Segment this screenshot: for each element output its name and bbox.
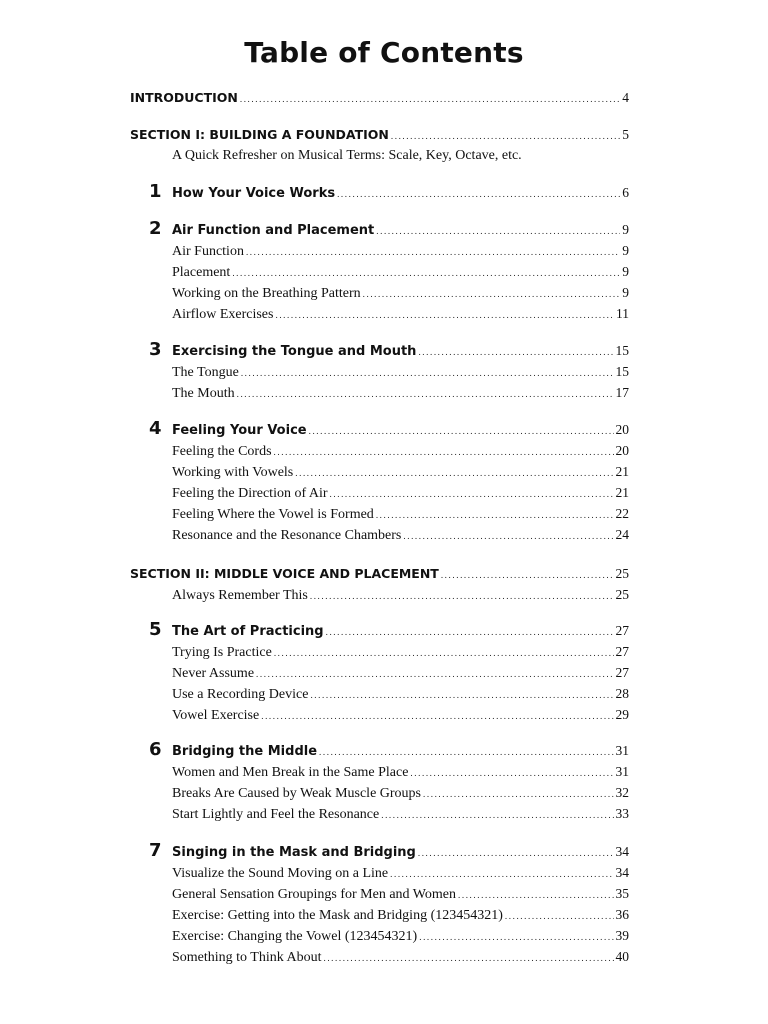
dot-leader bbox=[240, 90, 620, 108]
dot-leader bbox=[403, 527, 613, 545]
toc-subentry[interactable] bbox=[172, 685, 629, 703]
entry-title: Working with Vowels bbox=[172, 465, 294, 480]
dot-leader bbox=[309, 422, 614, 440]
toc-subentry[interactable] bbox=[172, 526, 629, 544]
dot-leader bbox=[363, 285, 621, 303]
entry-title: SECTION II: MIDDLE VOICE AND PLACEMENT bbox=[130, 566, 439, 581]
chapter-number: 1 bbox=[149, 181, 162, 202]
entry-title: Feeling the Direction of Air bbox=[172, 486, 328, 501]
toc-subentry[interactable] bbox=[172, 706, 629, 724]
page-number: 20 bbox=[615, 422, 629, 437]
toc-chapter-entry[interactable] bbox=[172, 742, 629, 760]
toc-subentry[interactable] bbox=[172, 305, 629, 323]
dot-leader bbox=[319, 743, 613, 761]
toc-subentry[interactable] bbox=[172, 948, 629, 966]
toc-section-entry[interactable] bbox=[130, 89, 629, 107]
toc-subentry[interactable] bbox=[172, 505, 629, 523]
entry-title: INTRODUCTION bbox=[130, 90, 238, 105]
page-number: 9 bbox=[622, 264, 629, 279]
page-number: 32 bbox=[615, 785, 629, 800]
toc-subentry[interactable] bbox=[172, 664, 629, 682]
dot-leader bbox=[275, 306, 614, 324]
dot-leader bbox=[390, 865, 613, 883]
dot-leader bbox=[326, 623, 614, 641]
toc-note: A Quick Refresher on Musical Terms: Scale, Key, Octave, etc. bbox=[172, 148, 522, 163]
page-number: 21 bbox=[615, 464, 629, 479]
dot-leader bbox=[410, 764, 613, 782]
page-number: 9 bbox=[622, 243, 629, 258]
entry-title: Breaks Are Caused by Weak Muscle Groups bbox=[172, 786, 422, 801]
entry-title: The Art of Practicing bbox=[172, 624, 324, 639]
toc-chapter-entry[interactable] bbox=[172, 843, 629, 861]
dot-leader bbox=[391, 127, 620, 145]
toc-subentry[interactable] bbox=[172, 363, 629, 381]
page-number: 29 bbox=[615, 707, 629, 722]
page-number: 15 bbox=[615, 343, 629, 358]
dot-leader bbox=[376, 222, 620, 240]
page-number: 31 bbox=[615, 743, 629, 758]
toc-subentry[interactable] bbox=[172, 284, 629, 302]
entry-title: Bridging the Middle bbox=[172, 744, 318, 759]
dot-leader bbox=[274, 443, 614, 461]
entry-title: The Tongue bbox=[172, 365, 239, 380]
page-number: 25 bbox=[615, 566, 629, 581]
entry-title: Feeling Where the Vowel is Formed bbox=[172, 507, 374, 522]
dot-leader bbox=[423, 785, 613, 803]
toc-subentry[interactable] bbox=[172, 242, 629, 260]
page-number: 17 bbox=[615, 385, 629, 400]
toc-subentry[interactable] bbox=[172, 864, 629, 882]
entry-title: Start Lightly and Feel the Resonance bbox=[172, 807, 380, 822]
dot-leader bbox=[376, 506, 614, 524]
page-number: 34 bbox=[615, 865, 629, 880]
dot-leader bbox=[274, 644, 614, 662]
toc-section-entry[interactable] bbox=[130, 126, 629, 144]
entry-title: Use a Recording Device bbox=[172, 687, 309, 702]
chapter-number: 3 bbox=[149, 339, 162, 360]
page-number: 15 bbox=[615, 364, 629, 379]
chapter-number: 7 bbox=[149, 840, 162, 861]
page-number: 9 bbox=[622, 285, 629, 300]
entry-title: Visualize the Sound Moving on a Line bbox=[172, 866, 389, 881]
toc-subentry[interactable] bbox=[172, 263, 629, 281]
dot-leader bbox=[232, 264, 620, 282]
toc-section-entry[interactable] bbox=[130, 565, 629, 583]
page-number: 39 bbox=[615, 928, 629, 943]
chapter-number: 5 bbox=[149, 619, 162, 640]
entry-title: Feeling the Cords bbox=[172, 444, 272, 459]
page-number: 20 bbox=[615, 443, 629, 458]
toc-chapter-entry[interactable] bbox=[172, 221, 629, 239]
dot-leader bbox=[323, 949, 613, 967]
entry-title: Feeling Your Voice bbox=[172, 423, 307, 438]
toc-subentry[interactable] bbox=[172, 384, 629, 402]
entry-title: Never Assume bbox=[172, 666, 255, 681]
toc-chapter-entry[interactable] bbox=[172, 421, 629, 439]
dot-leader bbox=[237, 385, 614, 403]
dot-leader bbox=[505, 907, 614, 925]
page-number: 28 bbox=[615, 686, 629, 701]
toc-subentry[interactable] bbox=[172, 484, 629, 502]
page-number: 33 bbox=[615, 806, 629, 821]
toc-subentry[interactable] bbox=[172, 784, 629, 802]
dot-leader bbox=[241, 364, 614, 382]
page-number: 21 bbox=[615, 485, 629, 500]
page-number: 36 bbox=[615, 907, 629, 922]
dot-leader bbox=[310, 587, 614, 605]
toc-subentry[interactable] bbox=[172, 463, 629, 481]
toc-chapter-entry[interactable] bbox=[172, 342, 629, 360]
entry-title: Women and Men Break in the Same Place bbox=[172, 765, 409, 780]
entry-title: Resonance and the Resonance Chambers bbox=[172, 528, 402, 543]
entry-title: Air Function bbox=[172, 244, 244, 259]
entry-title: Exercise: Getting into the Mask and Bridging (123454321) bbox=[172, 908, 503, 923]
page-number: 5 bbox=[622, 127, 629, 142]
page-number: 24 bbox=[615, 527, 629, 542]
entry-title: General Sensation Groupings for Men and Women bbox=[172, 887, 456, 902]
entry-title: Exercise: Changing the Vowel (123454321) bbox=[172, 929, 418, 944]
dot-leader bbox=[295, 464, 613, 482]
dot-leader bbox=[337, 185, 620, 203]
dot-leader bbox=[246, 243, 620, 261]
page-number: 35 bbox=[615, 886, 629, 901]
page-number: 4 bbox=[622, 90, 629, 105]
page-number: 34 bbox=[615, 844, 629, 859]
dot-leader bbox=[441, 566, 614, 584]
toc-subentry[interactable] bbox=[172, 805, 629, 823]
dot-leader bbox=[381, 806, 613, 824]
toc-subentry[interactable] bbox=[172, 885, 629, 903]
entry-title: Placement bbox=[172, 265, 231, 280]
page-number: 9 bbox=[622, 222, 629, 237]
entry-title: Exercising the Tongue and Mouth bbox=[172, 344, 417, 359]
page-number: 27 bbox=[615, 644, 629, 659]
page-number: 40 bbox=[615, 949, 629, 964]
entry-title: Vowel Exercise bbox=[172, 708, 260, 723]
entry-title: Trying Is Practice bbox=[172, 645, 272, 660]
entry-title: Working on the Breathing Pattern bbox=[172, 286, 361, 301]
page-number: 27 bbox=[615, 665, 629, 680]
page-number: 22 bbox=[615, 506, 629, 521]
toc-subentry[interactable] bbox=[172, 763, 629, 781]
page-number: 27 bbox=[615, 623, 629, 638]
toc-subentry[interactable] bbox=[172, 586, 629, 604]
page-number: 31 bbox=[615, 764, 629, 779]
entry-title: Air Function and Placement bbox=[172, 223, 375, 238]
dot-leader bbox=[256, 665, 613, 683]
entry-title: The Mouth bbox=[172, 386, 235, 401]
page-number: 11 bbox=[616, 306, 629, 321]
page-title: Table of Contents bbox=[244, 36, 524, 69]
page-number: 25 bbox=[615, 587, 629, 602]
entry-title: Singing in the Mask and Bridging bbox=[172, 845, 416, 860]
toc-subentry[interactable] bbox=[172, 927, 629, 945]
dot-leader bbox=[418, 844, 614, 862]
entry-title: How Your Voice Works bbox=[172, 186, 336, 201]
toc-chapter-entry[interactable] bbox=[172, 622, 629, 640]
page-number: 6 bbox=[622, 185, 629, 200]
toc-chapter-entry[interactable] bbox=[172, 184, 629, 202]
dot-leader bbox=[261, 707, 613, 725]
toc-subentry[interactable] bbox=[172, 442, 629, 460]
dot-leader bbox=[418, 343, 613, 361]
entry-title: SECTION I: BUILDING A FOUNDATION bbox=[130, 127, 389, 142]
dot-leader bbox=[310, 686, 613, 704]
entry-title: Always Remember This bbox=[172, 588, 308, 603]
dot-leader bbox=[458, 886, 614, 904]
dot-leader bbox=[419, 928, 613, 946]
chapter-number: 2 bbox=[149, 218, 162, 239]
chapter-number: 4 bbox=[149, 418, 162, 439]
toc-subentry[interactable] bbox=[172, 906, 629, 924]
dot-leader bbox=[330, 485, 614, 503]
entry-title: Airflow Exercises bbox=[172, 307, 274, 322]
toc-subentry[interactable] bbox=[172, 643, 629, 661]
chapter-number: 6 bbox=[149, 739, 162, 760]
entry-title: Something to Think About bbox=[172, 950, 322, 965]
